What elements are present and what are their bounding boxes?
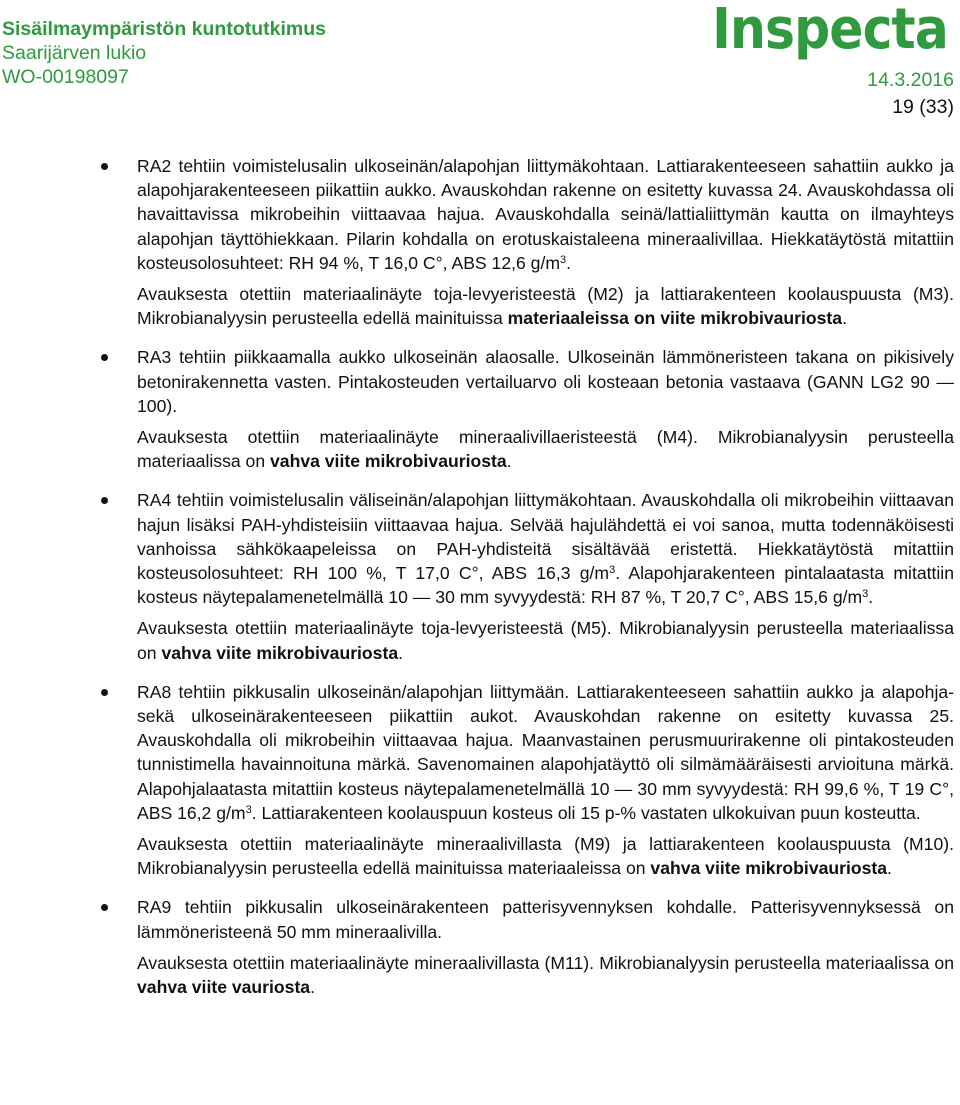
emphasis-text: vahva viite vauriosta bbox=[137, 977, 311, 998]
emphasis-text: vahva viite mikrobivauriosta bbox=[161, 642, 399, 663]
report-location: Saarijärven lukio bbox=[2, 42, 147, 64]
superscript: 3 bbox=[609, 564, 616, 577]
paragraph bbox=[137, 488, 954, 609]
text-span: . bbox=[842, 308, 847, 329]
superscript: 3 bbox=[862, 588, 869, 601]
text-span: . bbox=[310, 977, 315, 998]
bullet-item-ra2 bbox=[137, 154, 954, 330]
superscript: 3 bbox=[245, 803, 252, 816]
bullet-dot-icon bbox=[101, 904, 108, 911]
text-span: Avauksesta otettiin materiaalinäyte mineraalivillaeristeestä (M4). Mikrobianalyysin perusteella materiaalissa on bbox=[137, 427, 954, 472]
text-span: Avauksesta otettiin materiaalinäyte toja-levyeristeestä (M2) ja lattiarakenteen koolauspuusta (M3). Mikrobianalyysin perusteella edellä mainituissa bbox=[137, 284, 954, 329]
page-number: 19 (33) bbox=[892, 96, 954, 118]
text-span: . bbox=[887, 858, 892, 879]
paragraph bbox=[137, 425, 954, 473]
bullet-item-ra3 bbox=[137, 345, 954, 473]
text-span: Avauksesta otettiin materiaalinäyte mineraalivillasta (M9) ja lattiarakenteen koolauspuusta (M10). Mikrobianalyysin perusteella edellä mainituissa materiaaleissa on bbox=[137, 834, 954, 879]
report-date: 14.3.2016 bbox=[867, 69, 954, 91]
text-span: . Alapohjarakenteen pintalaatasta mitattiin kosteus näytepalamenetelmällä 10 — 30 mm syvyydestä: RH 87 %, T 20,7 C°, ABS 15,6 g/m bbox=[137, 563, 954, 608]
paragraph bbox=[137, 832, 954, 880]
superscript: 3 bbox=[560, 253, 567, 266]
document-body bbox=[137, 154, 954, 1014]
text-span: RA2 tehtiin voimistelusalin ulkoseinän/alapohjan liittymäkohtaan. Lattiarakenteeseen sahattiin aukko ja alapohjarakenteeseen piikattiin aukko. Avauskohdan rakenne on esitetty kuvassa 24. Avauskohdassa oli havaittavissa mikrobeihin viittaavaa hajua. Avauskohdalla seinä/lattialiittymän kautta on ilmayhteys alapohjan täyttöhiekkaan. Pilarin kohdalla on erotuskaistaleena mineraalivillaa. Hiekkatäytöstä mitattiin kosteusolosuhteet: RH 94 %, T 16,0 C°, ABS 12,6 g/m bbox=[137, 156, 954, 273]
paragraph bbox=[137, 680, 954, 825]
emphasis-text: vahva viite mikrobivauriosta bbox=[270, 451, 507, 472]
paragraph: RA9 tehtiin pikkusalin ulkoseinärakenteen patterisyvennyksen kohdalle. Patterisyvennyksessä on lämmöneristeenä 50 mm mineraalivilla. bbox=[137, 897, 954, 942]
report-id: WO-00198097 bbox=[2, 66, 129, 88]
bullet-item-ra4 bbox=[137, 488, 954, 664]
inspecta-logo: Inspecta bbox=[712, 0, 948, 62]
text-span: . bbox=[868, 587, 874, 608]
bullet-dot-icon bbox=[101, 163, 108, 170]
text-span: . bbox=[566, 252, 572, 273]
bullet-dot-icon bbox=[101, 689, 108, 696]
paragraph bbox=[137, 282, 954, 330]
bullet-dot-icon bbox=[101, 354, 108, 361]
report-title: Sisäilmaympäristön kuntotutkimus bbox=[2, 18, 326, 40]
text-span: . bbox=[506, 451, 512, 472]
bullet-item-ra8 bbox=[137, 680, 954, 881]
paragraph bbox=[137, 951, 954, 999]
text-span: Avauksesta otettiin materiaalinäyte toja-levyeristeestä (M5). Mikrobianalyysin perusteella materiaalissa on bbox=[137, 618, 954, 663]
text-span: RA4 tehtiin voimistelusalin väliseinän/alapohjan liittymäkohtaan. Avauskohdalla oli mikrobeihin viittaavan hajun lisäksi PAH-yhdisteisiin viittaavaa hajua. Selvää hajulähdettä ei voi sanoa, mutta todennäköisesti vanhoissa sähkökaapeleissa on PAH-yhdisteitä sisältävää eristettä. Hiekkatäytöstä mitattiin kosteusolosuhteet: RH 100 %, T 17,0 C°, ABS 16,3 g/m bbox=[137, 490, 954, 584]
bullet-dot-icon bbox=[101, 497, 108, 504]
text-span: Avauksesta otettiin materiaalinäyte mineraalivillasta (M11). Mikrobianalyysin perusteella materiaalissa on bbox=[137, 952, 954, 973]
header-info bbox=[2, 17, 326, 89]
bullet-item-ra9 bbox=[137, 895, 954, 999]
text-span: . Lattiarakenteen koolauspuun kosteus oli 15 p-% vastaten ulkokuivan puun kosteutta. bbox=[251, 802, 921, 823]
paragraph bbox=[137, 616, 954, 664]
paragraph: RA3 tehtiin piikkaamalla aukko ulkoseinän alaosalle. Ulkoseinän lämmöneristeen takana on pikisively betonirakennetta vasten. Pintakosteuden vertailuarvo oli kosteaan betonia vastaava (GANN LG2 90 — 100). bbox=[137, 347, 954, 416]
text-span: . bbox=[398, 642, 403, 663]
emphasis-text: vahva viite mikrobivauriosta bbox=[650, 858, 888, 879]
paragraph bbox=[137, 154, 954, 275]
text-span: RA8 tehtiin pikkusalin ulkoseinän/alapohjan liittymään. Lattiarakenteeseen sahattiin aukko ja alapohja- sekä ulkoseinärakenteeseen piikattiin aukot. Avauskohdan rakenne on esitetty kuvassa 25. Avauskohdalla oli mikrobeihin viittaavaa hajua. Maanvastainen perusmuurirakenne oli pintakosteuden tunnistimella havainnoituna märkä. Savenomainen alapohjatäyttö oli silmämääräisesti arvioituna märkä. Alapohjalaatasta mitattiin kosteus näytepalamenetelmällä 10 — 30 mm syvyydestä: RH 99,6 %, T 19 C°, ABS 16,2 g/m bbox=[137, 681, 954, 823]
emphasis-text: materiaaleissa on viite mikrobivauriosta bbox=[507, 308, 843, 329]
